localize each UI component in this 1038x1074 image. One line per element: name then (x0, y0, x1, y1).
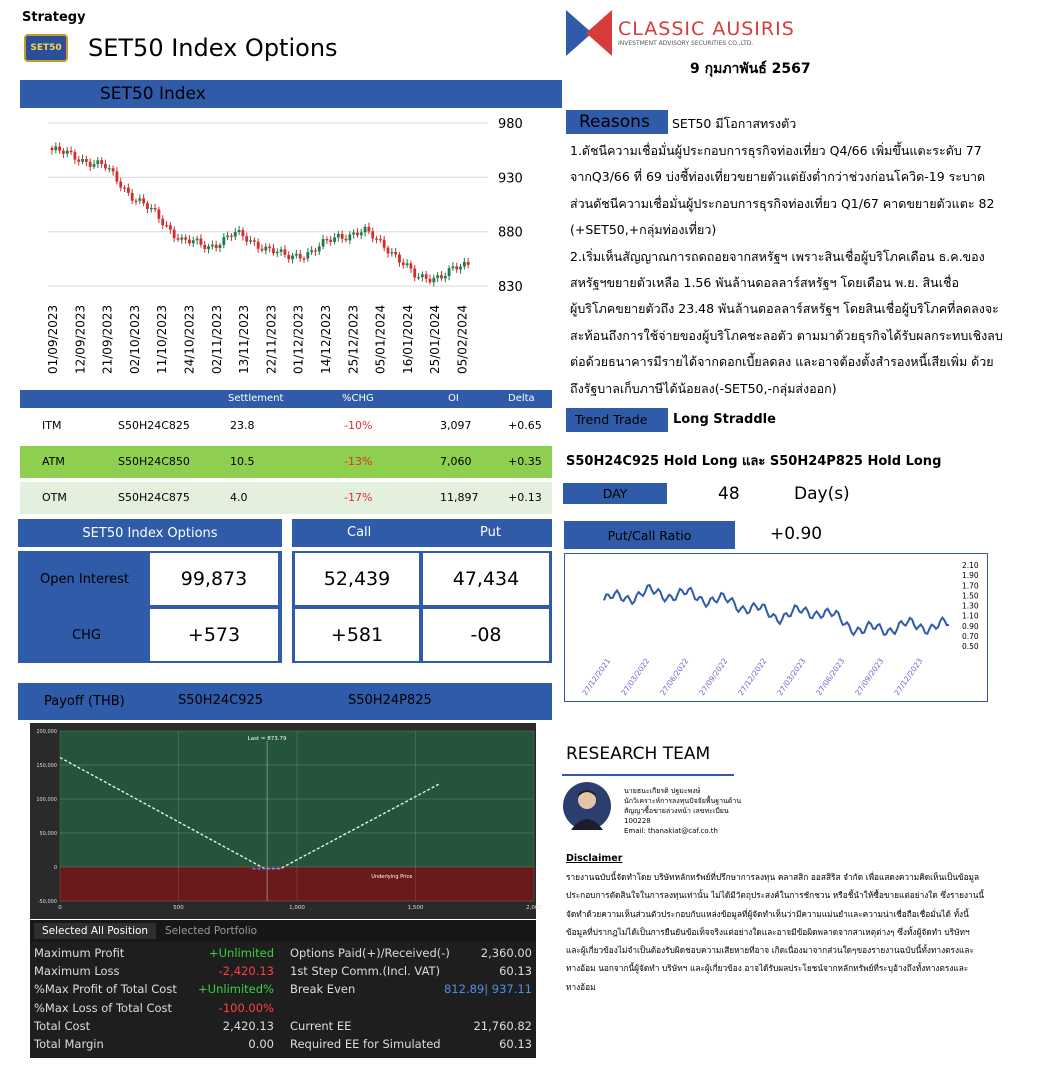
strategy-label: Strategy (22, 10, 86, 25)
row-settlement: 10.5 (230, 455, 255, 468)
candle-body (142, 198, 145, 203)
pcr-y-tick: 0.90 (962, 621, 979, 631)
summary-label-left: Maximum Loss (34, 964, 120, 979)
candle-body (104, 164, 107, 168)
payoff-x-tick: 1,500 (407, 905, 424, 911)
call-chg-value (295, 609, 419, 661)
analyst-name: นายธนะเกียรติ ปฐมะพงษ์ (624, 787, 701, 795)
candle-body (215, 245, 218, 248)
pcr-y-tick: 1.90 (962, 571, 979, 581)
candle-body (116, 171, 119, 181)
candle-body (54, 147, 57, 151)
candle-body (245, 236, 248, 241)
th-oi: OI (448, 393, 459, 404)
y-tick-label: 830 (498, 280, 523, 296)
reasons-headline: SET50 มีโอกาสทรงตัว (672, 116, 797, 131)
candle-body (131, 193, 134, 201)
row-delta: +0.35 (508, 455, 542, 468)
candle-body (249, 240, 252, 241)
brand-subtitle: INVESTMENT ADVISORY SECURITIES CO.,LTD. (618, 40, 754, 47)
summary-value-left: +Unlimited% (198, 982, 274, 997)
x-tick-label: 05/01/2024 (373, 304, 388, 374)
candle-body (74, 152, 77, 159)
brand-logo (566, 10, 612, 56)
summary-label-right: Break Even (290, 982, 356, 997)
candle-body (165, 225, 168, 226)
trend-label: Trend Trade (575, 412, 648, 427)
candle-body (207, 246, 210, 249)
candle-body (352, 233, 355, 235)
open-interest-value-text: 99,873 (180, 568, 248, 590)
candle-body (410, 263, 413, 268)
payoff-chart (30, 723, 542, 919)
x-tick-label: 14/12/2023 (319, 304, 333, 374)
candle-body (81, 159, 84, 162)
pcr-x-tick: 27/09/2023 (853, 656, 886, 698)
y-tick-label: 930 (498, 171, 523, 187)
candle-body (196, 239, 199, 241)
call-oi-value (295, 553, 419, 605)
pcr-x-tick: 27/12/2021 (580, 656, 613, 698)
candle-body (264, 247, 267, 251)
candle-body (173, 230, 176, 238)
pcr-y-tick: 1.30 (962, 601, 979, 611)
candle-body (234, 232, 237, 237)
summary-value-right: 2,360.00 (480, 946, 532, 960)
candle-body (66, 151, 69, 154)
payoff-y-tick: 100,000 (36, 797, 57, 803)
candle-body (77, 160, 80, 162)
research-team-title: RESEARCH TEAM (566, 744, 711, 764)
pcr-y-tick: 0.70 (962, 631, 979, 641)
candle-body (314, 250, 317, 251)
reason-line: ผู้บริโภคขยายตัวถึง 23.48 พันล้านดอลลาร์สหรัฐฯ โดยสินเชื่อผู้บริโภคที่ลดลงจะ (570, 301, 999, 317)
logo-text: SET50 (30, 43, 62, 53)
candle-body (318, 246, 321, 251)
candle-body (322, 239, 325, 246)
candle-body (93, 164, 96, 167)
th-delta: Delta (508, 393, 535, 404)
payoff-y-tick: 150,000 (36, 763, 57, 769)
day-label-box (563, 483, 667, 504)
call-chg-text: +581 (330, 624, 384, 646)
reasons-text (570, 138, 1030, 402)
options-row-otm (20, 482, 552, 514)
pcr-y-tick: 0.50 (962, 642, 979, 651)
summary-value-right: 60.13 (499, 964, 532, 979)
x-tick-label: 16/01/2024 (400, 304, 415, 374)
research-underline (562, 774, 734, 776)
reason-line: จากQ3/66 ที่ 69 บ่งชี้ท่องเที่ยวขยายตัวแต่ยังต่ำกว่าช่วงก่อนโควิด-19 ระบาด (570, 169, 986, 185)
day-unit: Day(s) (794, 484, 850, 504)
candle-body (356, 233, 359, 236)
oi-left-box (18, 551, 282, 663)
candle-body (100, 160, 103, 164)
candle-body (123, 188, 126, 189)
analyst-role-1: นักวิเคราะห์การลงทุนปัจจัยพื้นฐานด้าน (624, 797, 742, 805)
candle-body (180, 237, 183, 239)
summary-value-left: -100.00% (218, 1000, 274, 1015)
pcr-x-tick: 27/03/2022 (619, 656, 652, 698)
reason-line: สะท้อนถึงการใช้จ่ายของผู้บริโภคชะลอตัว ตามมาด้วยธุรกิจได้รับผลกระทบเชิงลบ (570, 327, 1003, 343)
pcr-x-tick: 27/06/2022 (658, 656, 691, 698)
candle-body (463, 262, 466, 267)
candle-body (398, 255, 401, 263)
summary-value-left: -2,420.13 (218, 964, 274, 979)
payoff-series-b: S50H24P825 (348, 693, 432, 708)
disclaimer-line: ทางอ้อม (566, 981, 596, 992)
index-section-bar (20, 80, 562, 108)
candle-body (238, 230, 241, 232)
summary-label-left: %Max Loss of Total Cost (34, 1000, 173, 1015)
candle-body (379, 239, 382, 240)
call-put-header (292, 519, 552, 547)
pcr-y-tick: 2.10 (962, 561, 979, 570)
candle-body (303, 259, 306, 260)
open-interest-value (150, 553, 278, 605)
candle-body (371, 231, 374, 238)
disclaimer-line: รายงานฉบับนี้จัดทำโดย บริษัทหลักทรัพย์ที่ปรึกษาการลงทุน คลาสสิก ออสสิริส จำกัด เพื่อแสดงความคิดเห็นเป็นข้อมูล (566, 872, 980, 882)
candle-body (272, 248, 275, 253)
candle-body (146, 203, 149, 209)
set50-logo (24, 34, 68, 62)
candle-body (261, 249, 264, 251)
x-tick-label: 05/02/2024 (455, 304, 470, 374)
candle-body (329, 240, 332, 242)
x-tick-label: 11/10/2023 (155, 304, 170, 374)
reason-line: ถึงรัฐบาลเก็บภาษีได้น้อยลง(-SET50,-กลุ่มส่งออก) (570, 380, 837, 396)
y-tick-label: 880 (498, 225, 523, 241)
summary-label-left: Maximum Profit (34, 946, 125, 960)
row-chg: -17% (344, 491, 373, 504)
summary-value-left: 0.00 (248, 1037, 274, 1051)
open-interest-label: Open Interest (40, 572, 129, 587)
report-date: 9 กุมภาพันธ์ 2567 (690, 61, 811, 77)
x-tick-label: 24/10/2023 (182, 304, 197, 374)
oi-summary-header-label: SET50 Index Options (82, 525, 218, 541)
candle-body (184, 237, 187, 239)
candle-body (436, 275, 439, 278)
last-price-label: Last = 873.79 (247, 736, 287, 742)
summary-label-left: Total Margin (34, 1037, 104, 1051)
payoff-y-tick: 50,000 (39, 831, 57, 837)
candle-body (253, 240, 256, 241)
index-section-label: SET50 Index (100, 84, 206, 104)
tab-selected-all-position[interactable]: Selected All Position (34, 923, 156, 939)
set50-candlestick-chart (20, 112, 560, 382)
payoff-y-tick: -50,000 (37, 899, 57, 905)
candle-body (417, 277, 420, 278)
th-chg: %CHG (342, 393, 374, 404)
summary-value-left: +Unlimited (208, 946, 274, 960)
analyst-email: Email: thanakiat@caf.co.th (624, 827, 718, 835)
call-header: Call (347, 525, 372, 540)
candle-body (383, 240, 386, 248)
analyst-role-2: สัญญาซื้อขายล่วงหน้า เลขทะเบียน (624, 807, 729, 815)
candle-body (169, 225, 172, 229)
candle-body (402, 262, 405, 265)
candle-body (62, 151, 65, 154)
summary-value-right: 21,760.82 (473, 1018, 532, 1033)
candle-body (200, 239, 203, 245)
options-row-itm (20, 410, 552, 442)
candle-body (310, 250, 313, 252)
candle-body (348, 235, 351, 241)
candle-body (112, 168, 115, 171)
put-header: Put (480, 525, 501, 540)
chg-value-text: +573 (187, 624, 241, 646)
candle-body (280, 249, 283, 251)
options-row-atm (20, 446, 552, 478)
candle-body (284, 249, 287, 255)
chg-label: CHG (72, 628, 101, 643)
disclaimer-line: และผู้เกี่ยวข้องไม่จำเป็นต้องรับผิดชอบความเสียหายที่อาจ เกิดเนื่องมาจากส่วนใดๆของรายงานฉบับนี้ทั้งทางตรงและ (566, 945, 974, 956)
payoff-y-tick: 0 (53, 865, 57, 871)
candle-body (211, 245, 214, 247)
x-tick-label: 21/09/2023 (100, 304, 115, 374)
disclaimer-line: ข้อมูลที่ปรากฎไม่ได้เป็นการยืนยันข้อเท็จจริงแต่อย่างใดและอาจมีข้อผิดพลาดจากสาเหตุต่างๆ ซึ่งทั้งผู้จัดทำ บริษัทฯ (566, 926, 970, 937)
trend-label-box (566, 408, 668, 432)
x-tick-label: 25/01/2024 (428, 304, 443, 374)
put-oi-text: 47,434 (452, 568, 520, 590)
day-value: 48 (718, 484, 740, 504)
candle-body (287, 255, 290, 259)
candle-body (85, 159, 88, 162)
candle-body (306, 252, 309, 258)
pcr-x-tick: 27/09/2022 (697, 656, 730, 698)
candle-body (368, 227, 371, 231)
reasons-label-box (566, 110, 668, 134)
reason-line: ต่อด้วยธนาคารมีรายได้จากดอกเบี้ยลดลง และอาจต้องตั้งสำรองหนี้เสียเพิ่ม ด้วย (570, 354, 994, 370)
row-series: S50H24C850 (118, 455, 190, 468)
oi-summary-header (18, 519, 282, 547)
row-label: ATM (42, 455, 65, 468)
summary-value-left: 2,420.13 (222, 1018, 274, 1033)
candle-body (127, 188, 130, 193)
pcr-label-box (564, 521, 735, 549)
pcr-value: +0.90 (770, 524, 823, 544)
disclaimer-line: ประกอบการตัดสินใจในการลงทุนเท่านั้น ไม่ได้มีวัตถุประสงค์ในการชักชวน หรือชี้นำให้ซื้อขายแต่อย่างใด ซึ่งรายงานนี้ (566, 890, 985, 901)
summary-value-right: 60.13 (499, 1037, 532, 1051)
candle-body (387, 248, 390, 254)
pcr-y-tick: 1.10 (962, 611, 979, 621)
candle-body (432, 278, 435, 282)
call-oi-text: 52,439 (323, 568, 391, 590)
pcr-x-tick: 27/06/2023 (814, 656, 847, 698)
candle-body (268, 247, 271, 249)
summary-label-right: Required EE for Simulated (290, 1037, 441, 1051)
summary-label-left: %Max Profit of Total Cost (34, 982, 177, 997)
candle-body (333, 237, 336, 242)
candle-body (360, 232, 363, 235)
candle-body (295, 254, 298, 256)
x-tick-label: 02/11/2023 (209, 304, 224, 374)
candle-body (364, 227, 367, 232)
row-settlement: 4.0 (230, 491, 248, 504)
candle-body (150, 208, 153, 209)
summary-value-right: 812.89| 937.11 (443, 982, 532, 997)
candle-body (58, 147, 61, 151)
row-label: OTM (42, 491, 67, 504)
candle-body (345, 239, 348, 240)
options-table-header (20, 390, 552, 408)
payoff-x-tick: 1,000 (289, 905, 305, 911)
candle-body (337, 234, 340, 237)
candle-body (276, 252, 279, 253)
payoff-y-tick: 200,000 (36, 729, 57, 735)
reason-line: (+SET50,+กลุ่มท่องเที่ยว) (570, 222, 717, 238)
summary-label-right: Options Paid(+)/Received(-) (290, 946, 450, 960)
candle-body (326, 239, 329, 240)
candle-body (51, 148, 54, 150)
candle-body (257, 242, 260, 249)
disclaimer-title: Disclaimer (566, 853, 623, 864)
candle-body (444, 276, 447, 278)
candle-body (138, 198, 141, 200)
candle-body (108, 168, 111, 169)
payoff-summary-table (30, 920, 536, 1058)
pcr-x-tick: 27/12/2023 (892, 656, 925, 698)
candle-body (341, 234, 344, 239)
disclaimer-line: ทางอ้อม นอกจากนี้ผู้จัดทำ บริษัทฯ และผู้เกี่ยวข้อง อาจได้รับผลประโยชน์จากหลักทรัพย์ที่ระบุอ้างถึงทั้งทางตรงและ (566, 963, 969, 974)
candle-body (299, 254, 302, 259)
candle-body (161, 219, 164, 225)
row-series: S50H24C825 (118, 419, 190, 432)
payoff-x-tick: 2,000 (526, 905, 542, 911)
candle-body (230, 236, 233, 237)
analyst-info (624, 786, 741, 836)
pcr-x-tick: 27/03/2023 (775, 656, 808, 698)
brand-name: CLASSIC AUSIRIS (618, 18, 795, 40)
candle-body (406, 263, 409, 265)
x-tick-label: 22/11/2023 (264, 304, 279, 374)
candle-body (177, 238, 180, 240)
summary-label-right: Current EE (290, 1018, 352, 1033)
candle-body (119, 182, 122, 188)
candle-body (394, 252, 397, 255)
candle-body (135, 201, 138, 202)
underlying-price-label: Underlying Price (371, 874, 413, 880)
x-tick-label: 12/09/2023 (73, 304, 88, 374)
reason-line: สหรัฐฯขยายตัวเหลือ 1.56 พันล้านดอลลาร์สหรัฐฯ โดยเดือน พ.ย. สินเชื่อ (570, 275, 959, 291)
candle-body (96, 160, 99, 164)
candle-body (219, 245, 222, 248)
row-chg: -13% (344, 455, 373, 468)
candle-body (455, 266, 458, 269)
y-tick-label: 980 (498, 116, 523, 132)
payoff-x-tick: 0 (58, 905, 62, 911)
pcr-y-tick: 1.50 (962, 591, 979, 601)
row-chg: -10% (344, 419, 373, 432)
pcr-x-tick: 27/12/2022 (736, 656, 769, 698)
row-settlement: 23.8 (230, 419, 255, 432)
put-chg-text: -08 (470, 624, 502, 646)
x-tick-label: 01/09/2023 (46, 304, 60, 374)
row-label: ITM (42, 419, 62, 432)
candle-body (70, 151, 73, 152)
candle-body (226, 236, 229, 238)
chg-value (150, 609, 278, 661)
x-tick-label: 02/10/2023 (127, 304, 142, 374)
payoff-bar (18, 683, 552, 720)
disclaimer-line: จัดทำด้วยความเห็นส่วนตัวประกอบกับแหล่งข้อมูลที่ผู้จัดทำเห็นว่ามีความแม่นยำและความน่าเชื่อถือเชื่อมั่นได้ ทั้งนี้ (566, 908, 969, 919)
row-oi: 3,097 (440, 419, 472, 432)
disclaimer-text (566, 868, 1026, 996)
th-settlement: Settlement (228, 393, 284, 404)
oi-right-box (292, 551, 552, 663)
reason-line: ส่วนดัชนีความเชื่อมั่นผู้ประกอบการธุรกิจท่องเที่ยว Q1/67 คาดขยายตัวแตะ 82 (570, 195, 995, 211)
candle-body (413, 269, 416, 278)
candle-body (222, 237, 225, 245)
payoff-x-tick: 500 (173, 905, 184, 911)
row-oi: 11,897 (440, 491, 479, 504)
options-table-body (20, 410, 552, 514)
summary-label-right: 1st Step Comm.(Incl. VAT) (290, 964, 441, 979)
reasons-label: Reasons (579, 112, 650, 132)
candle-body (440, 275, 443, 278)
page-title: SET50 Index Options (88, 34, 338, 62)
put-oi-value (423, 553, 549, 605)
x-tick-label: 01/12/2023 (291, 304, 306, 374)
reason-line: 1.ดัชนีความเชื่อมั่นผู้ประกอบการธุรกิจท่องเที่ยว Q4/66 เพิ่มขึ้นแตะระดับ 77 (570, 143, 982, 158)
candle-body (192, 240, 195, 243)
row-oi: 7,060 (440, 455, 472, 468)
day-label: DAY (602, 486, 628, 501)
x-tick-label: 13/11/2023 (237, 304, 252, 374)
candle-body (158, 209, 161, 218)
summary-label-left: Total Cost (34, 1018, 91, 1033)
candle-body (375, 239, 378, 240)
trend-value: Long Straddle (673, 412, 776, 427)
pcr-label: Put/Call Ratio (607, 527, 692, 543)
candle-body (242, 230, 245, 236)
analyst-reg-no: 100228 (624, 817, 651, 825)
candle-body (459, 267, 462, 270)
candle-body (452, 266, 455, 268)
row-delta: +0.65 (508, 419, 542, 432)
row-series: S50H24C875 (118, 491, 190, 504)
candle-body (421, 274, 424, 277)
payoff-series-a: S50H24C925 (178, 693, 264, 708)
candle-body (425, 274, 428, 279)
reason-line: 2.เริ่มเห็นสัญญาณการถดถอยจากสหรัฐฯ เพราะสินเชื่อผู้บริโภคเดือน ธ.ค.ของ (570, 248, 985, 264)
candle-body (291, 256, 294, 260)
row-delta: +0.13 (508, 491, 542, 504)
candle-body (467, 262, 470, 265)
x-tick-label: 25/12/2023 (346, 304, 361, 374)
pcr-y-tick: 1.70 (962, 581, 979, 591)
analyst-avatar (563, 782, 611, 830)
candle-body (429, 279, 432, 282)
pcr-chart (564, 553, 988, 703)
candle-body (448, 268, 451, 276)
position-text: S50H24C925 Hold Long และ S50H24P825 Hold Long (566, 454, 942, 469)
candle-body (154, 208, 157, 209)
tab-selected-portfolio[interactable]: Selected Portfolio (165, 925, 258, 937)
candle-body (390, 252, 393, 253)
put-chg-value (423, 609, 549, 661)
payoff-label: Payoff (THB) (44, 694, 125, 709)
candle-body (188, 240, 191, 244)
candle-body (203, 245, 206, 249)
candle-body (89, 162, 92, 167)
